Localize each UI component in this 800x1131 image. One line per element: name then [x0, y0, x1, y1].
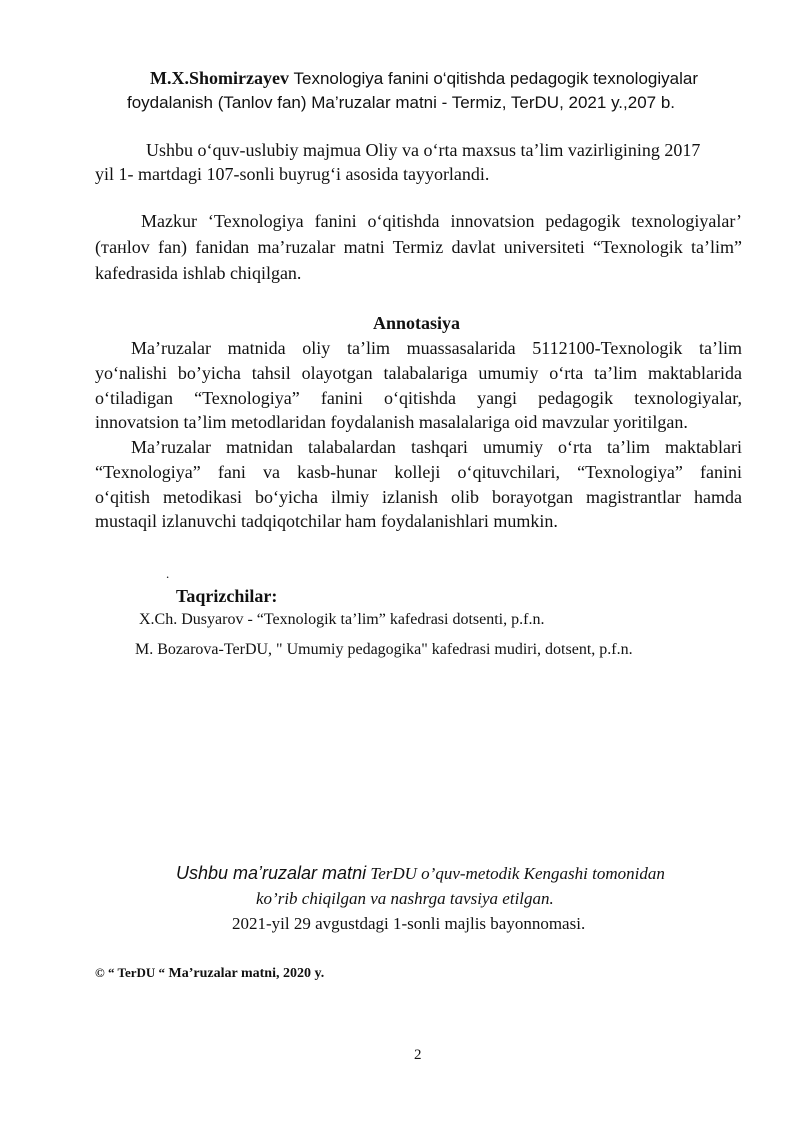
annotation-p1-line: innovatsion ta’lim metodlaridan foydalanish masalalariga oid mavzular yoritilgan.	[95, 412, 688, 432]
annotation-p1-line: yo‘nalishi bo’yicha tahsil olayotgan talabalariga umumiy o‘rta ta’lim maktablarida	[95, 363, 742, 383]
stray-dot: .	[166, 566, 170, 581]
reviewer-1: X.Ch. Dusyarov - “Texnologik ta’lim” kafedrasi dotsenti, p.f.n.	[139, 611, 545, 628]
reviewer-2: M. Bozarova-TerDU, " Umumiy pedagogika" kafedrasi mudiri, dotsent, p.f.n.	[135, 641, 633, 658]
council-line1-rest: TerDU o’quv-metodik Kengashi tomonidan	[366, 864, 665, 883]
reviewers-heading: Taqrizchilar:	[176, 586, 278, 606]
annotation-p1-line: o‘tiladigan “Texnologiya” fanini o‘qitishda yangi pedagogik texnologiyalar,	[95, 388, 742, 408]
copyright-prefix: © “ TerDU “	[95, 965, 166, 980]
copyright-text: Ma’ruzalar matni, 2020 y.	[165, 966, 325, 981]
annotation-p1-line: Ma’ruzalar matnida oliy ta’lim muassasalarida 5112100-Texnologik ta’lim	[131, 338, 742, 358]
council-line1-lead: Ushbu ma’ruzalar matni	[176, 863, 367, 883]
council-line2: ko’rib chiqilgan va nashrga tavsiya etilgan.	[256, 889, 554, 908]
header-citation-line1	[150, 68, 698, 89]
annotation-heading: Annotasiya	[373, 313, 461, 333]
approval-line2: yil 1- martdagi 107-sonli buyrug‘i asosida tayyorlandi.	[95, 164, 490, 184]
book-title-line2: foydalanish (Tanlov fan) Ma’ruzalar matni - Termiz, TerDU, 2021 y.,207 b.	[127, 93, 676, 112]
council-line3: 2021-yil 29 avgustdagi 1-sonli majlis bayonnomasi.	[232, 914, 586, 933]
annotation-p2-line: Ma’ruzalar matnidan talabalardan tashqari umumiy o‘rta ta’lim maktablari	[131, 437, 742, 457]
intro-line1: Mazkur ‘Texnologiya fanini o‘qitishda innovatsion pedagogik texnologiyalar’	[141, 211, 742, 231]
council-line1	[176, 863, 665, 884]
annotation-p2-line: o‘qitish metodikasi bo‘yicha ilmiy izlanish olib borayotgan magistrantlar hamda	[95, 487, 742, 507]
copyright-line	[95, 965, 324, 982]
page-number: 2	[414, 1047, 422, 1063]
annotation-p2-line: mustaqil izlanuvchi tadqiqotchilar ham foydalanishlari mumkin.	[95, 511, 558, 531]
author-name: M.X.Shomirzayev	[150, 68, 289, 88]
intro-line2: (танlov fan) fanidan ma’ruzalar matni Termiz davlat universiteti “Texnologik ta’lim”	[95, 237, 742, 257]
approval-line1: Ushbu o‘quv-uslubiy majmua Oliy va o‘rta maxsus ta’lim vazirligining 2017	[146, 140, 701, 160]
book-title-line1: Texnologiya fanini o‘qitishda pedagogik texnologiyalar	[293, 69, 698, 88]
annotation-p2-line: “Texnologiya” fani va kasb-hunar kolleji o‘qituvchilari, “Texnologiya” fanini	[95, 462, 742, 482]
intro-line3: kafedrasida ishlab chiqilgan.	[95, 263, 302, 283]
